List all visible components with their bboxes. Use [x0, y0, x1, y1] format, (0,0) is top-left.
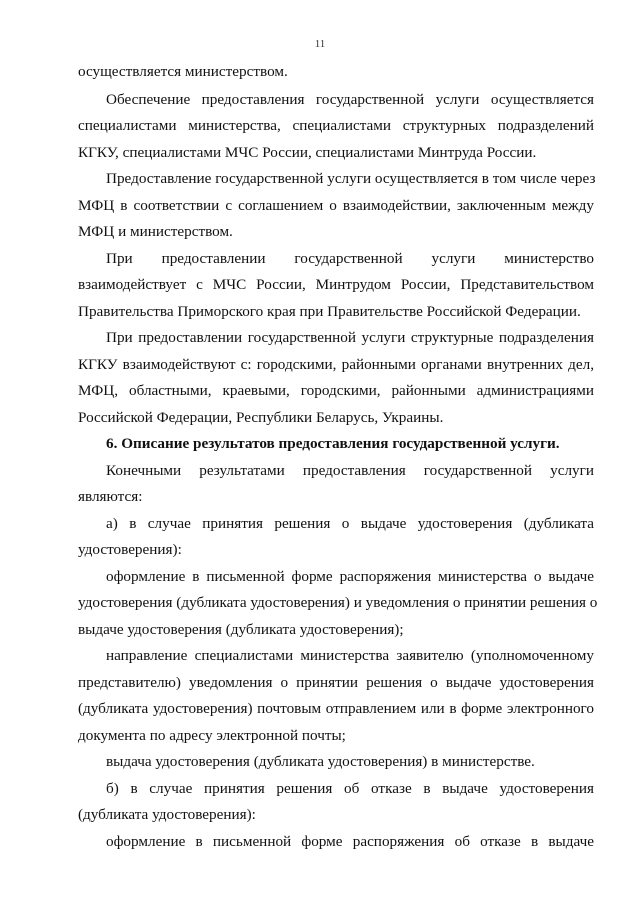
text-line: выдача удостоверения (дубликата удостоверения) в министерстве. [106, 753, 535, 770]
text-line: МФЦ, областными, краевыми, городскими, районными администрациями [78, 382, 594, 399]
section-heading: 6. Описание результатов предоставления государственной услуги. [106, 435, 560, 452]
text-line: (дубликата удостоверения) почтовым отправлением или в форме электронного [78, 700, 594, 717]
text-line: удостоверения): [78, 541, 182, 558]
text-line: специалистами министерства, специалистами структурных подразделений [78, 117, 594, 134]
text-line: (дубликата удостоверения): [78, 806, 256, 823]
text-line: Правительства Приморского края при Правительстве Российской Федерации. [78, 303, 581, 320]
text-line: осуществляется министерством. [78, 63, 288, 80]
text-line: удостоверения (дубликата удостоверения) и уведомления о принятии решения о [78, 594, 598, 611]
text-line: представителю) уведомления о принятии решения о выдаче удостоверения [78, 674, 594, 691]
text-line: оформление в письменной форме распоряжения министерства о выдаче [106, 568, 594, 585]
text-line: При предоставлении государственной услуги министерство [106, 250, 594, 267]
text-line: направление специалистами министерства заявителю (уполномоченному [106, 647, 594, 664]
text-line: Российской Федерации, Республики Беларусь, Украины. [78, 409, 444, 426]
text-line: КГКУ, специалистами МЧС России, специалистами Минтруда России. [78, 144, 537, 161]
text-line: оформление в письменной форме распоряжения об отказе в выдаче [106, 833, 594, 850]
text-line: МФЦ в соответствии с соглашением о взаимодействии, заключенным между [78, 197, 594, 214]
text-line: При предоставлении государственной услуги структурные подразделения [106, 329, 594, 346]
page-number: 11 [314, 38, 326, 50]
text-line: Конечными результатами предоставления государственной услуги [106, 462, 594, 479]
text-line: МФЦ и министерством. [78, 223, 233, 240]
text-line: документа по адресу электронной почты; [78, 727, 346, 744]
text-line: выдаче удостоверения (дубликата удостоверения); [78, 621, 404, 638]
text-line: являются: [78, 488, 143, 505]
text-line: а) в случае принятия решения о выдаче удостоверения (дубликата [106, 515, 594, 532]
text-line: взаимодействует с МЧС России, Минтрудом России, Представительством [78, 276, 594, 293]
text-line: б) в случае принятия решения об отказе в выдаче удостоверения [106, 780, 594, 797]
text-line: Предоставление государственной услуги осуществляется в том числе через [106, 170, 596, 187]
text-line: Обеспечение предоставления государственной услуги осуществляется [106, 91, 594, 108]
text-line: КГКУ взаимодействуют с: городскими, районными органами внутренних дел, [78, 356, 594, 373]
